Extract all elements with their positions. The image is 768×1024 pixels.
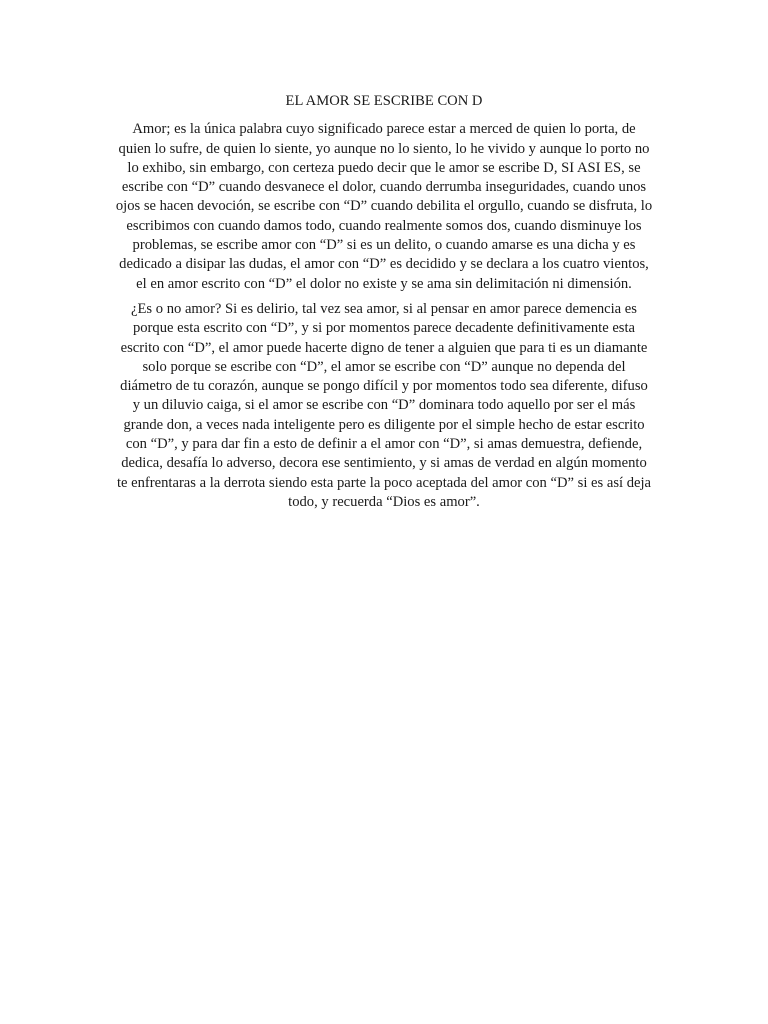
document-page (104, 92, 664, 518)
paragraph-line: escrito con “D”, el amor puede hacerte digno de tener a alguien que para ti es un diamante (120, 339, 648, 356)
paragraph-line: escribe con “D” cuando desvanece el dolor, cuando derrumba inseguridades, cuando unos (121, 179, 647, 196)
paragraph-line: todo, y recuerda “Dios es amor”. (288, 493, 480, 510)
paragraph-line: porque esta escrito con “D”, y si por momentos parece decadente definitivamente esta (132, 320, 636, 337)
paragraph-1 (104, 120, 664, 294)
paragraph-line: escribimos con cuando damos todo, cuando realmente somos dos, cuando disminuye los (126, 217, 642, 234)
paragraph-line: dedica, desafía lo adverso, decora ese sentimiento, y si amas de verdad en algún momento (121, 455, 647, 472)
paragraph-line: dedicado a disipar las dudas, el amor con “D” es decidido y se declara a los cuatro vientos, (119, 256, 649, 273)
paragraph-line: Amor; es la única palabra cuyo significado parece estar a merced de quien lo porta, de (132, 121, 636, 138)
paragraph-line: ¿Es o no amor? Si es delirio, tal vez sea amor, si al pensar en amor parece demencia es (131, 300, 637, 317)
paragraph-line: diámetro de tu corazón, aunque se pongo difícil y por momentos todo sea diferente, difuso (120, 378, 648, 395)
paragraph-line: y un diluvio caiga, si el amor se escribe con “D” dominara todo aquello por ser el más (132, 397, 636, 414)
paragraph-line: grande don, a veces nada inteligente pero es diligente por el simple hecho de estar escrito (123, 416, 645, 433)
document-title: EL AMOR SE ESCRIBE CON D (285, 93, 483, 109)
paragraph-line: problemas, se escribe amor con “D” si es un delito, o cuando amarse es una dicha y es (132, 237, 636, 254)
paragraph-line: el en amor escrito con “D” el dolor no existe y se ama sin delimitación ni dimensión. (136, 275, 632, 292)
paragraph-line: ojos se hacen devoción, se escribe con “D” cuando debilita el orgullo, cuando se disfruta, lo (115, 198, 653, 215)
paragraph-line: con “D”, y para dar fin a esto de definir a el amor con “D”, si amas demuestra, defiende, (125, 436, 643, 453)
paragraph-line: quien lo sufre, de quien lo siente, yo aunque no lo siento, lo he vivido y aunque lo porto no (118, 140, 650, 157)
paragraph-line: lo exhibo, sin embargo, con certeza puedo decir que le amor se escribe D, SI ASI ES, se (127, 159, 641, 176)
paragraph-2 (104, 300, 664, 512)
paragraph-line: solo porque se escribe con “D”, el amor se escribe con “D” aunque no dependa del (142, 358, 626, 375)
paragraph-line: te enfrentaras a la derrota siendo esta parte la poco aceptada del amor con “D” si es así deja (116, 474, 652, 491)
